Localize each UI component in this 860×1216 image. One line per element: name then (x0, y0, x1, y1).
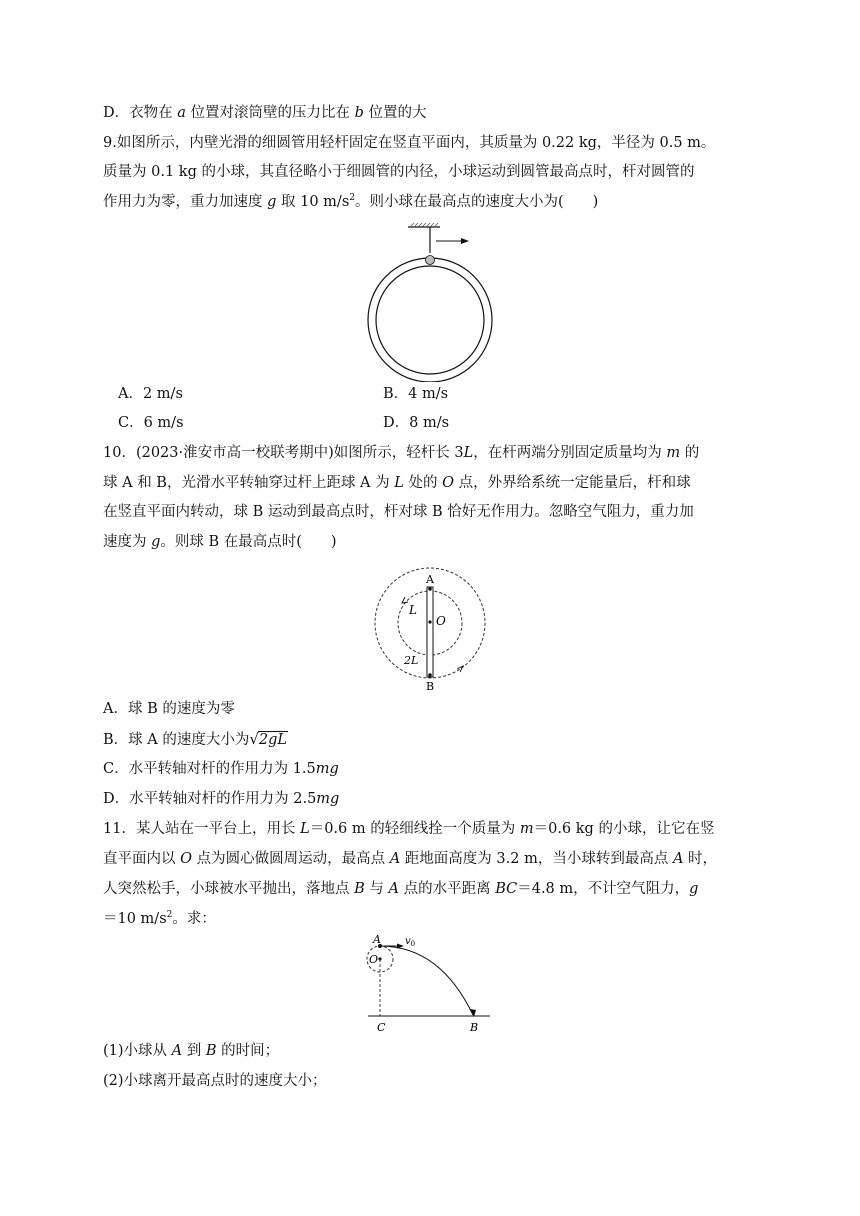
q10-stem-line-1: 10．(2023·淮安市高一校联考期中)如图所示，轻杆长 3L，在杆两端分别固定质量均为 m 的 (103, 445, 700, 461)
q8-option-d: D．衣物在 a 位置对滚筒壁的压力比在 b 位置的大 (103, 105, 427, 121)
q10-rod-figure (365, 565, 495, 695)
q11-label-o: O (369, 953, 379, 966)
q11-stem-line-3: 人突然松手，小球被水平抛出，落地点 B 与 A 点的水平距离 BC＝4.8 m，不计空气阻力，g (103, 881, 699, 897)
q10-stem-line-2: 球 A 和 B，光滑水平转轴穿过杆上距球 A 为 L 处的 O 点，外界给系统一定能量后，杆和球 (103, 475, 691, 491)
q11-sub-question-1: (1)小球从 A 到 B 的时间； (103, 1043, 280, 1059)
q11-stem-line-4: ＝10 $m/s^2$。求： (103, 910, 216, 927)
q9-option-b: B．4 m/s (383, 386, 449, 402)
q11-sub-question-2: (2)小球离开最高点时的速度大小； (103, 1073, 327, 1089)
q11-label-b: B (470, 1021, 479, 1034)
q11-stem-line-2: 直平面内以 O 点为圆心做圆周运动，最高点 A 距地面高度为 3.2 m，当小球转到最高点 A 时， (103, 851, 718, 867)
q10-label-l: L (409, 603, 417, 617)
q10-option-c: C．水平转轴对杆的作用力为 1.5mg (103, 761, 339, 777)
q9-stem-line-2: 质量为 0.1 kg 的小球，其直径略小于细圆管的内径，小球运动到圆管最高点时，杆对圆管的 (103, 164, 695, 180)
q10-label-o: O (436, 614, 446, 628)
q10-label-a: A (426, 573, 434, 586)
q10-label-b: B (425, 680, 435, 693)
q11-label-c: C (377, 1021, 386, 1034)
q11-label-a: A (373, 933, 381, 946)
q10-option-b: B．球 A 的速度大小为√2gL (103, 730, 288, 748)
q11-label-v0: $v_0$ (405, 936, 416, 948)
q9-stem-line-1: 9.如图所示，内壁光滑的细圆管用轻杆固定在竖直平面内，其质量为 0.22 kg，半径为 0.5 m。 (103, 135, 716, 151)
q9-option-c: C．6 m/s (118, 415, 184, 431)
q9-option-d: D．8 m/s (383, 415, 450, 431)
q9-ring-figure (360, 222, 510, 382)
q11-stem-line-1: 11．某人站在一平台上，用长 L＝0.6 m 的轻细线拴一个质量为 m＝0.6 kg 的小球，让它在竖 (103, 821, 715, 837)
q10-option-a: A．球 B 的速度为零 (103, 701, 235, 717)
q9-option-a: A．2 m/s (118, 386, 183, 402)
q10-stem-line-4: 速度为 g。则球 B 在最高点时( ) (103, 534, 337, 550)
q10-stem-line-3: 在竖直平面内转动，球 B 运动到最高点时，杆对球 B 恰好无作用力。忽略空气阻力，重力加 (103, 504, 694, 520)
q9-stem-line-3: 作用力为零，重力加速度 g 取 10 $m/s^2$。则小球在最高点的速度大小为( ) (103, 193, 599, 210)
q10-label-2l: 2L (404, 654, 419, 667)
q11-projectile-figure (360, 930, 495, 1035)
q10-option-d: D．水平转轴对杆的作用力为 2.5mg (103, 791, 340, 807)
